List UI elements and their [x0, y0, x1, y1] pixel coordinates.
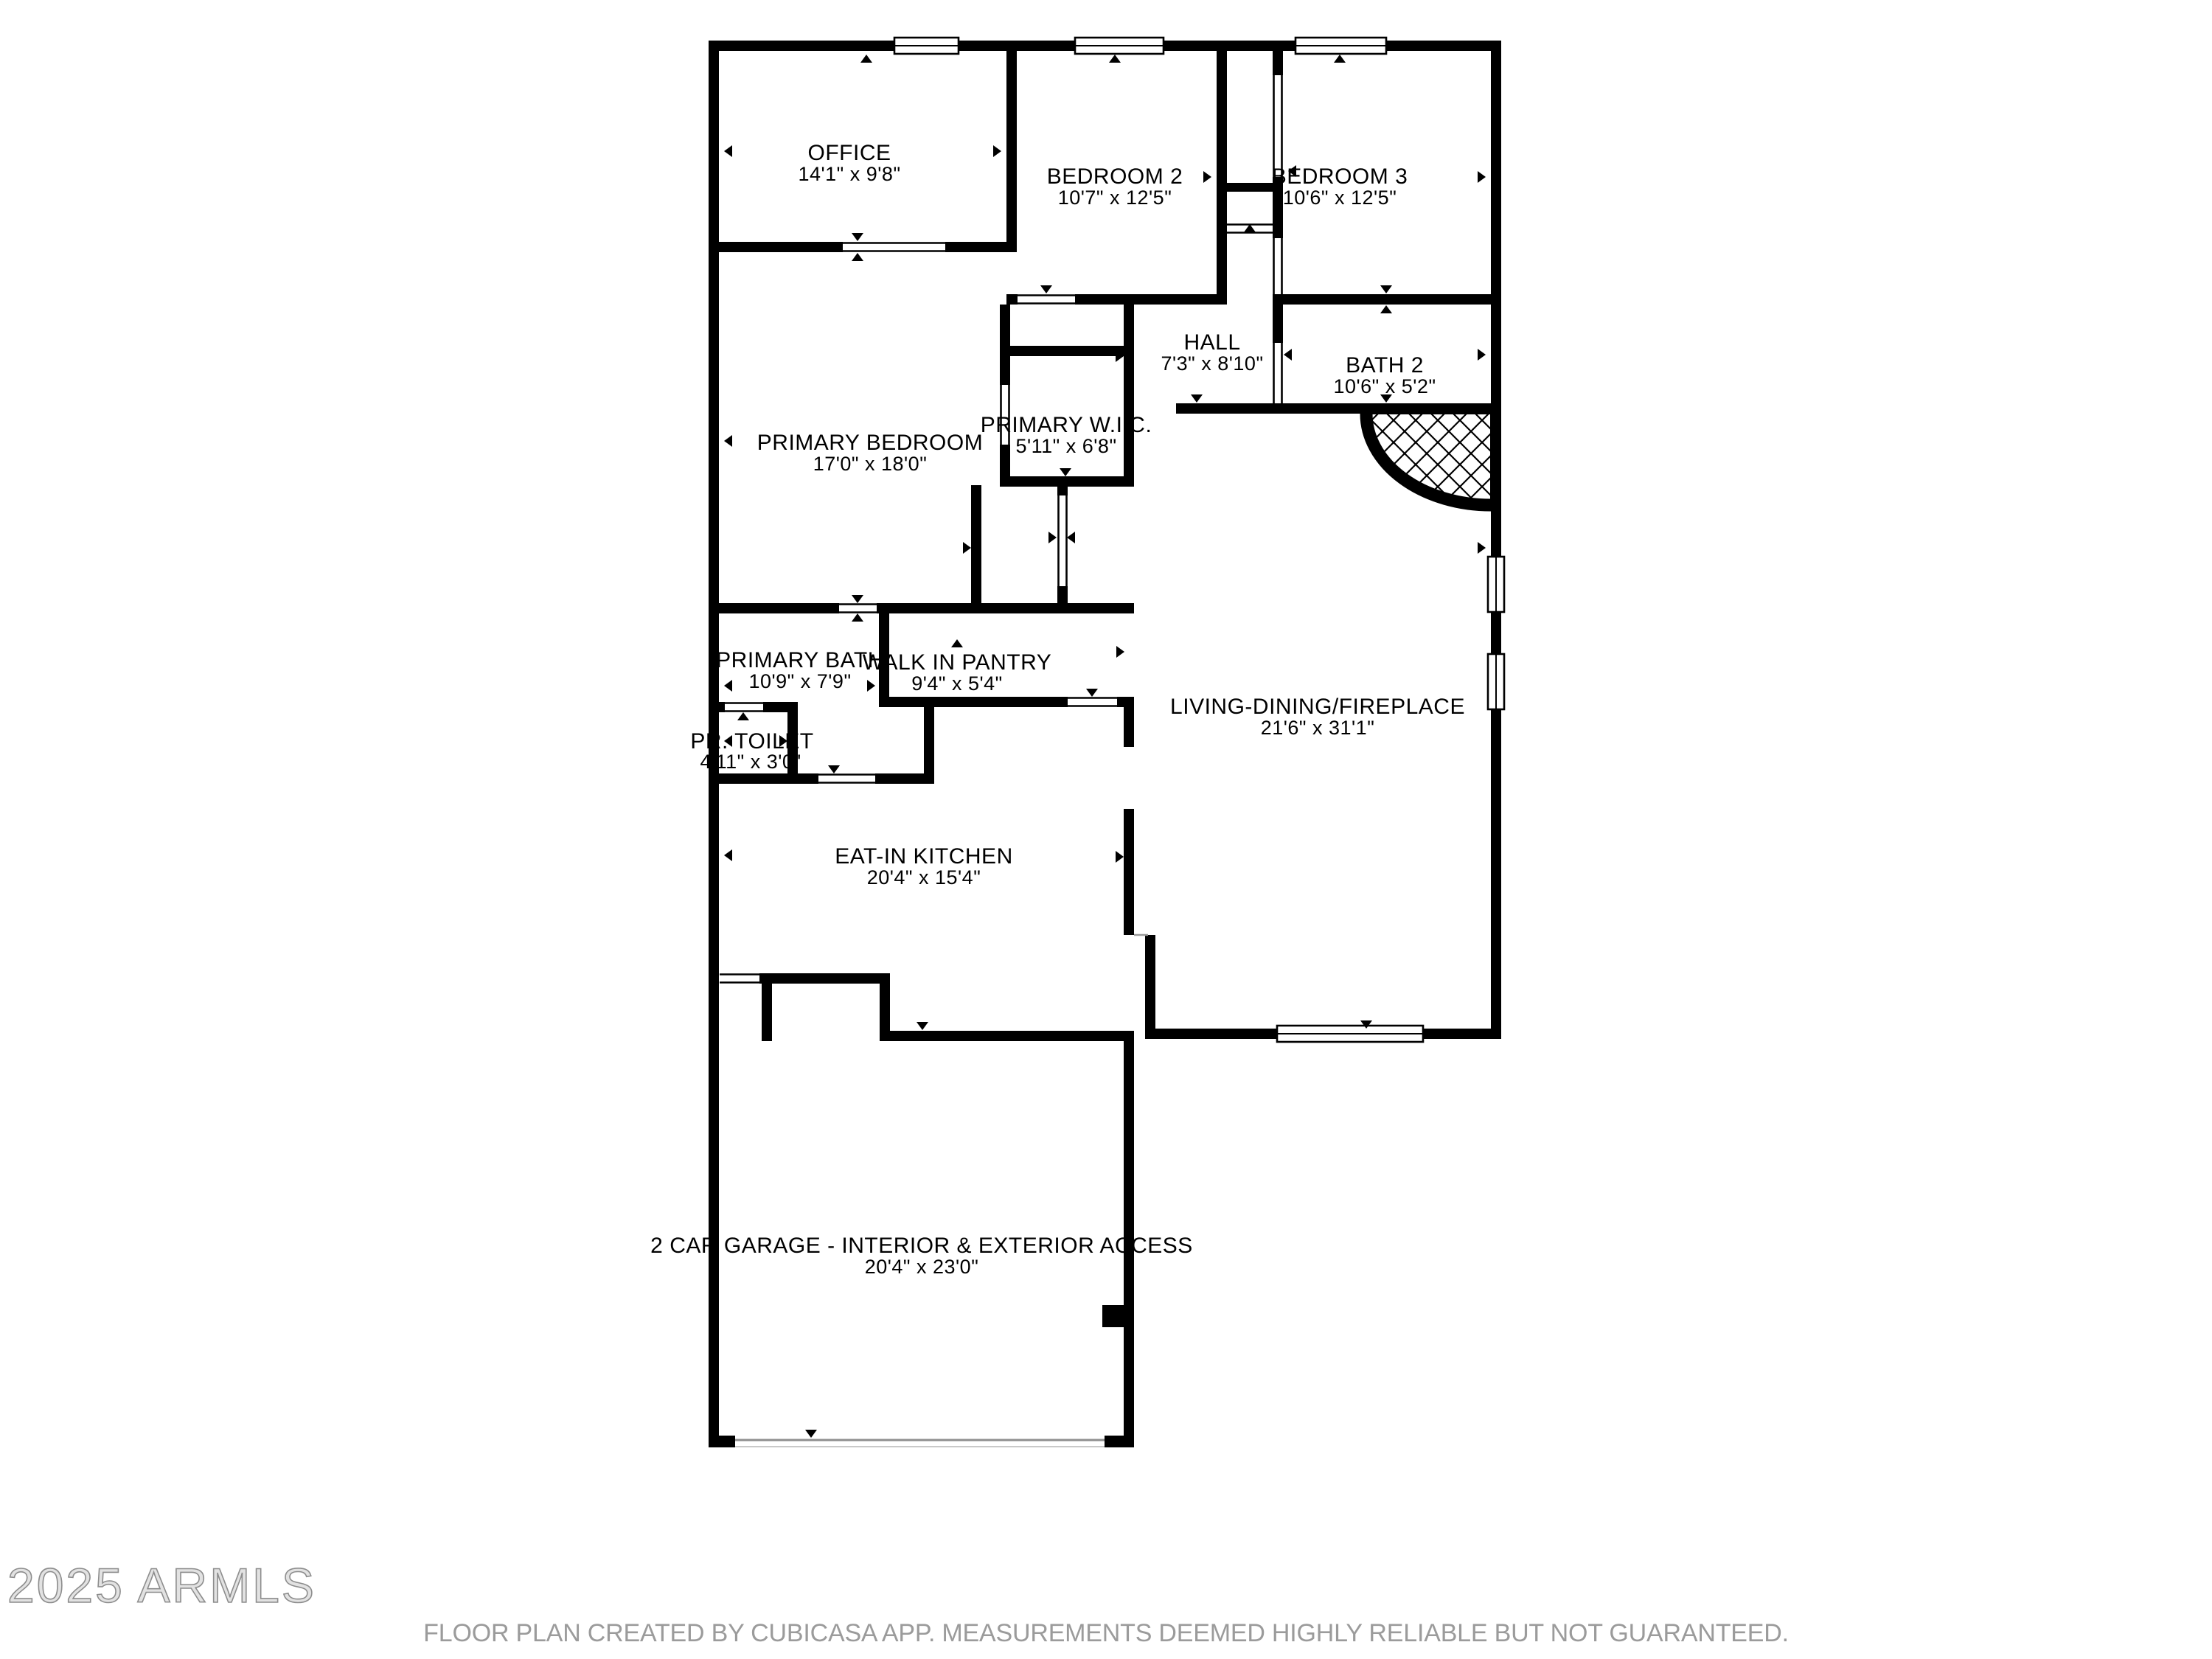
room-label-garage [650, 1234, 1193, 1278]
dimension-ticks [724, 55, 1486, 1438]
svg-text:LIVING-DINING/FIREPLACE: LIVING-DINING/FIREPLACE [1170, 694, 1465, 719]
svg-text:5'11" x 6'8": 5'11" x 6'8" [1015, 435, 1117, 458]
svg-text:4'11" x 3'0": 4'11" x 3'0" [700, 751, 801, 773]
svg-text:EAT-IN KITCHEN: EAT-IN KITCHEN [835, 844, 1013, 869]
room-label-eat-in-kitchen [835, 844, 1012, 888]
svg-text:BATH 2: BATH 2 [1346, 352, 1424, 378]
room-label-bedroom-3 [1272, 164, 1408, 209]
svg-text:9'4" x 5'4": 9'4" x 5'4" [911, 672, 1003, 695]
room-label-pr-toilet [690, 729, 813, 773]
svg-text:10'7" x 12'5": 10'7" x 12'5" [1057, 187, 1172, 209]
footer-disclaimer: FLOOR PLAN CREATED BY CUBICASA APP. MEASUREMENTS DEEMED HIGHLY RELIABLE BUT NOT GUARANTEED. [423, 1619, 1789, 1647]
svg-text:17'0" x 18'0": 17'0" x 18'0" [813, 453, 928, 476]
svg-text:10'6" x 5'2": 10'6" x 5'2" [1333, 375, 1436, 398]
room-label-hall [1161, 330, 1263, 375]
room-label-primary-bath [716, 648, 884, 692]
svg-text:10'9" x 7'9": 10'9" x 7'9" [748, 670, 852, 693]
windows [894, 38, 1504, 1042]
svg-text:WALK IN PANTRY: WALK IN PANTRY [862, 650, 1052, 675]
svg-text:OFFICE: OFFICE [807, 140, 891, 165]
room-label-primary-bedroom [757, 431, 983, 475]
fireplace [1366, 414, 1491, 505]
svg-text:PRIMARY W.I.C.: PRIMARY W.I.C. [980, 412, 1152, 437]
svg-text:BEDROOM 2: BEDROOM 2 [1046, 164, 1183, 189]
svg-text:HALL: HALL [1183, 330, 1241, 355]
room-label-bath-2 [1333, 353, 1436, 397]
armls-watermark: 2025 ARMLS [7, 1558, 316, 1613]
svg-text:PRIMARY BEDROOM: PRIMARY BEDROOM [757, 430, 984, 455]
svg-text:10'6" x 12'5": 10'6" x 12'5" [1282, 187, 1397, 209]
svg-text:BEDROOM 3: BEDROOM 3 [1271, 164, 1408, 189]
room-label-bedroom-2 [1047, 164, 1183, 209]
room-label-walk-in-pantry [863, 650, 1052, 695]
svg-text:20'4" x 15'4": 20'4" x 15'4" [866, 866, 981, 889]
room-label-office [798, 141, 900, 185]
svg-text:7'3" x 8'10": 7'3" x 8'10" [1161, 352, 1264, 375]
svg-text:2 CAR GARAGE - INTERIOR & EXTE: 2 CAR GARAGE - INTERIOR & EXTERIOR ACCESS [650, 1233, 1193, 1258]
svg-text:PR. TOILET: PR. TOILET [690, 728, 814, 754]
svg-text:20'4" x 23'0": 20'4" x 23'0" [864, 1256, 979, 1279]
svg-text:14'1" x 9'8": 14'1" x 9'8" [798, 163, 901, 186]
svg-text:PRIMARY BATH: PRIMARY BATH [716, 647, 884, 672]
room-label-living-dining [1170, 695, 1465, 739]
garage-door-line [735, 1440, 1105, 1447]
svg-text:21'6" x 31'1": 21'6" x 31'1" [1260, 717, 1375, 740]
